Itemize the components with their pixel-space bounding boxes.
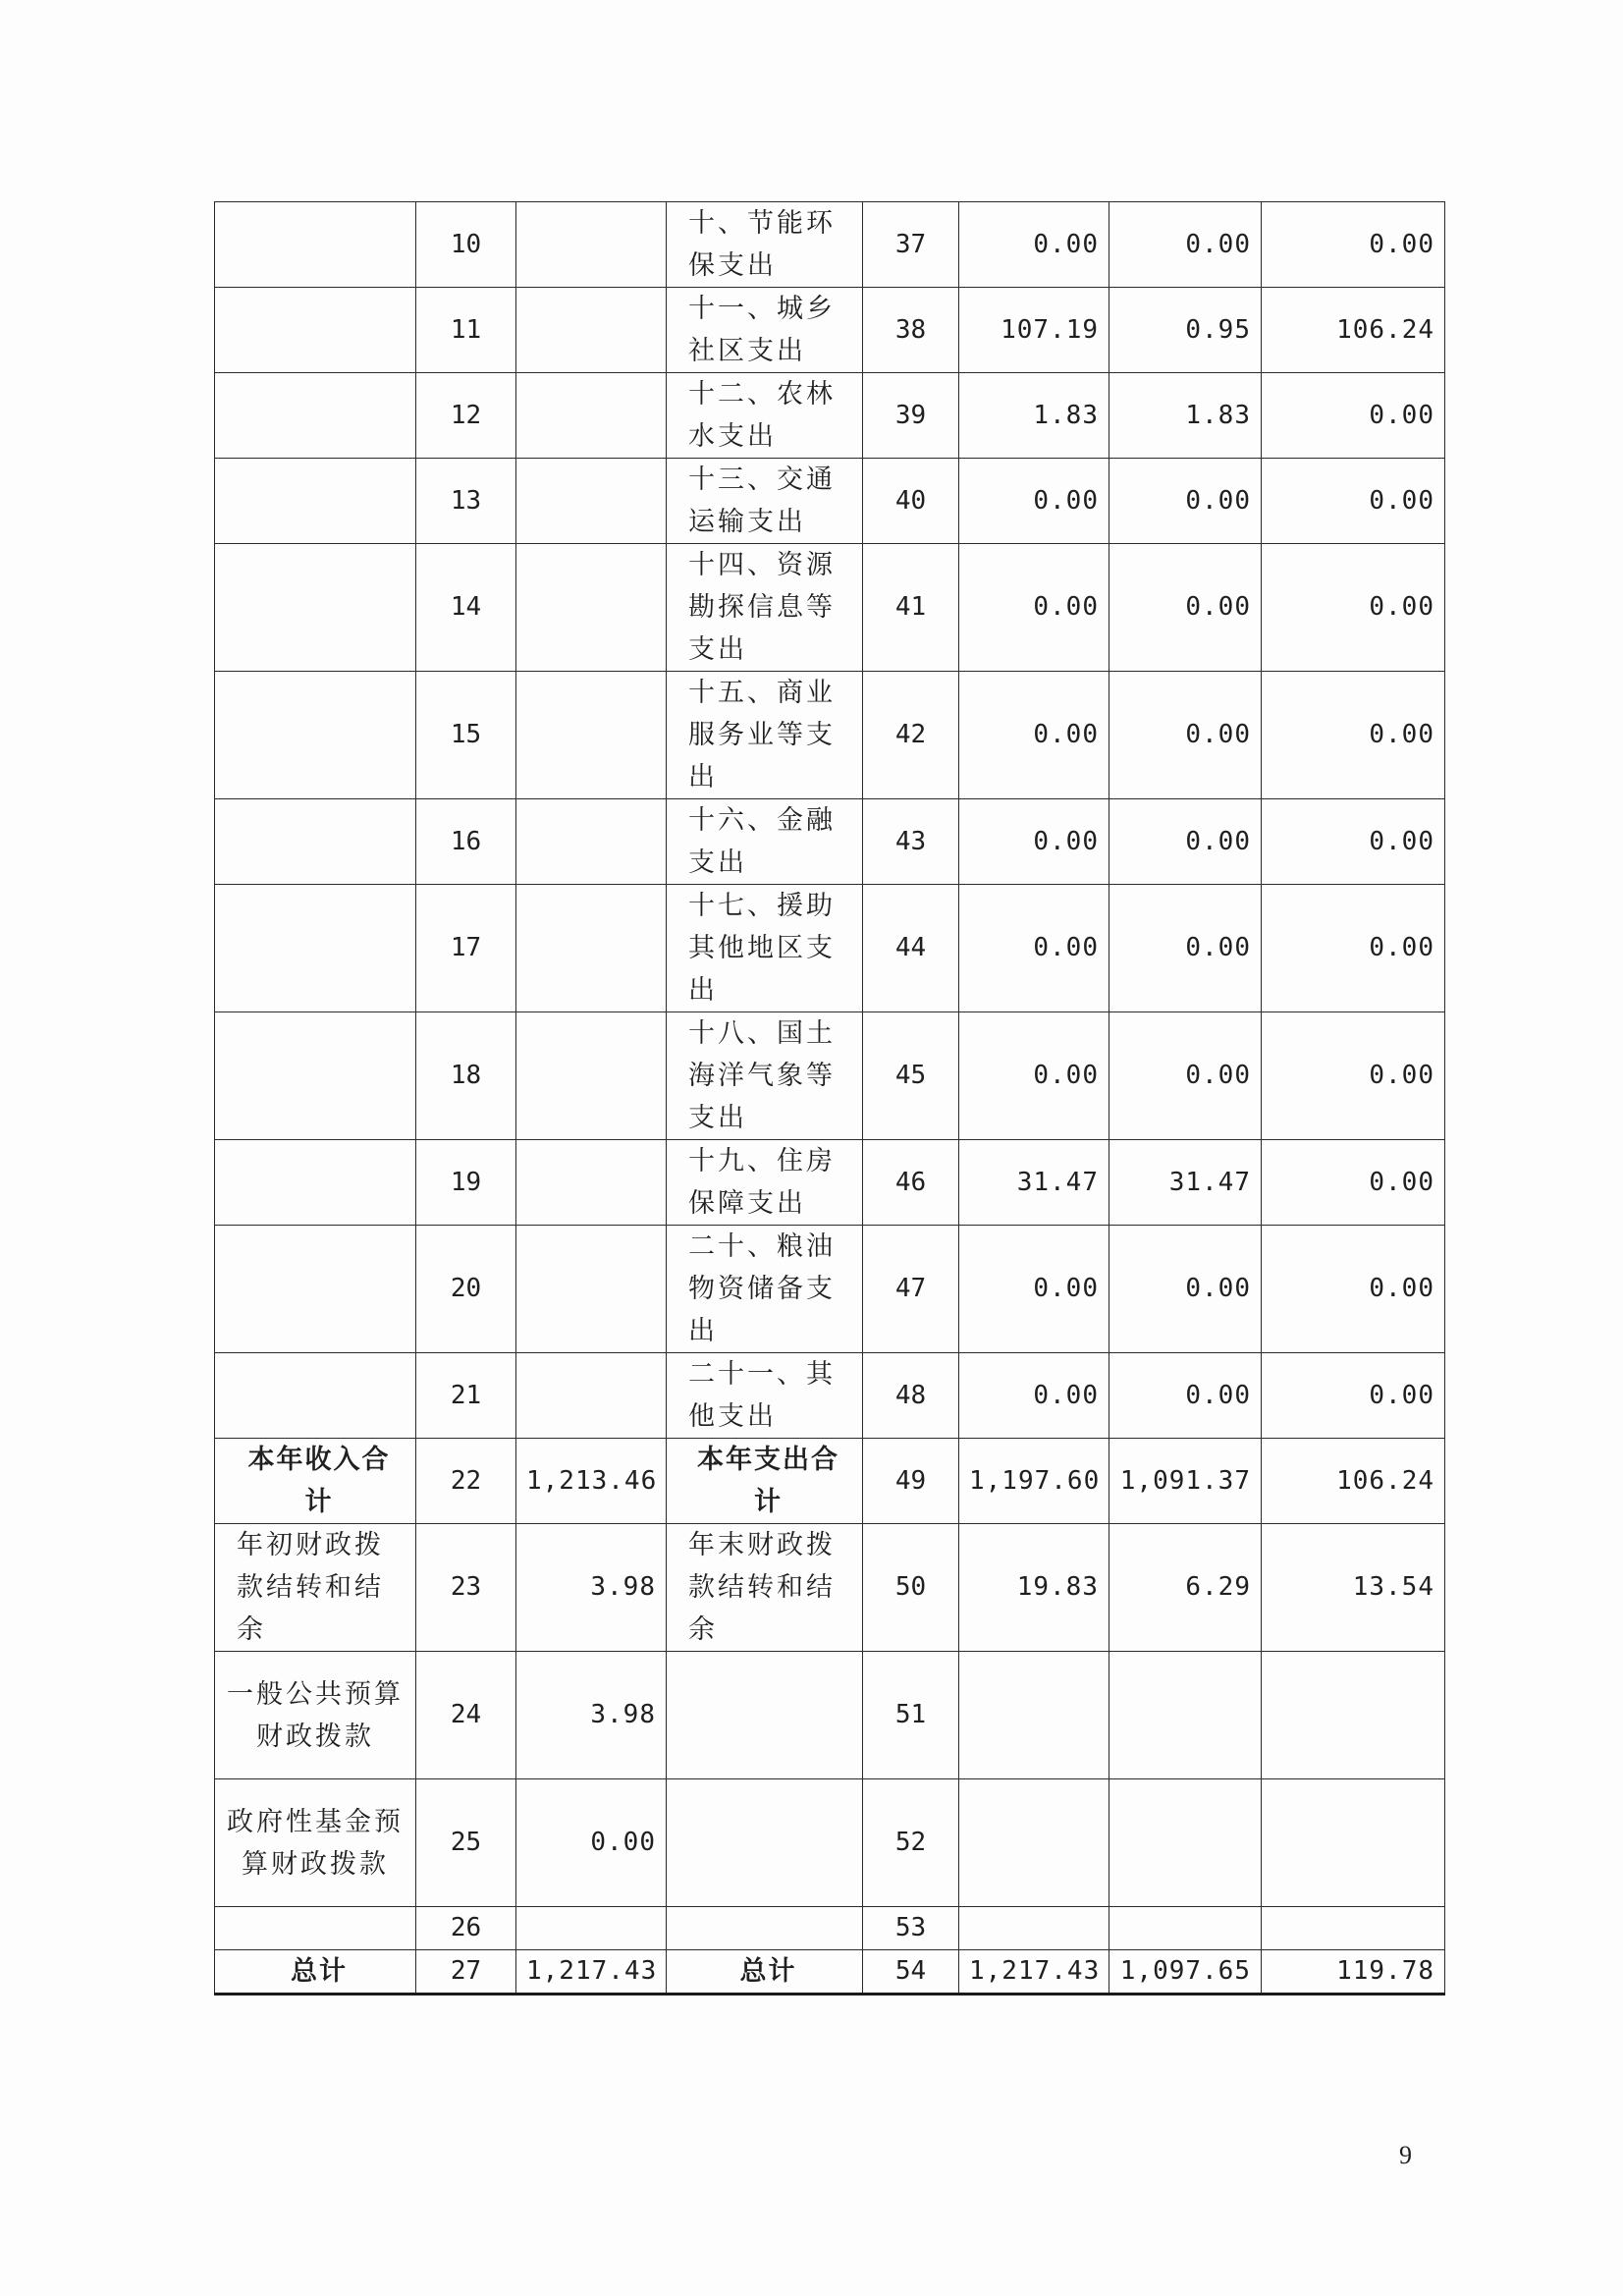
table-row xyxy=(215,1353,1445,1439)
expense-project-cell: 0.00 xyxy=(1262,202,1445,288)
income-item-cell: 本年收入合计 xyxy=(215,1439,416,1524)
income-item-cell: 总计 xyxy=(215,1950,416,1995)
expense-project-cell: 0.00 xyxy=(1262,799,1445,885)
expense-total-cell: 1,217.43 xyxy=(959,1950,1109,1995)
expense-line-cell: 54 xyxy=(863,1950,959,1995)
expense-line-cell: 49 xyxy=(863,1439,959,1524)
expense-basic-cell: 0.00 xyxy=(1109,1353,1262,1439)
table-row xyxy=(215,1779,1445,1907)
expense-line-cell: 45 xyxy=(863,1012,959,1140)
expense-line-cell: 51 xyxy=(863,1652,959,1779)
expense-total-cell: 0.00 xyxy=(959,799,1109,885)
table-row xyxy=(215,288,1445,373)
income-amount-cell xyxy=(516,1353,667,1439)
income-line-cell: 19 xyxy=(416,1140,516,1226)
income-amount-cell xyxy=(516,1907,667,1950)
expense-basic-cell: 0.00 xyxy=(1109,1012,1262,1140)
expense-project-cell: 0.00 xyxy=(1262,459,1445,544)
expense-line-cell: 39 xyxy=(863,373,959,459)
expense-project-cell: 0.00 xyxy=(1262,672,1445,799)
income-amount-cell: 1,213.46 xyxy=(516,1439,667,1524)
page-number: 9 xyxy=(1399,2141,1412,2169)
table-row xyxy=(215,672,1445,799)
expense-total-cell: 0.00 xyxy=(959,1012,1109,1140)
expense-basic-cell: 0.00 xyxy=(1109,202,1262,288)
table-row xyxy=(215,799,1445,885)
table-row xyxy=(215,544,1445,672)
expense-project-cell: 106.24 xyxy=(1262,288,1445,373)
income-item-cell xyxy=(215,288,416,373)
income-amount-cell: 0.00 xyxy=(516,1779,667,1907)
income-amount-cell xyxy=(516,1226,667,1353)
income-line-cell: 26 xyxy=(416,1907,516,1950)
income-line-cell: 27 xyxy=(416,1950,516,1995)
table-row xyxy=(215,1012,1445,1140)
table-row xyxy=(215,459,1445,544)
expense-basic-cell xyxy=(1109,1652,1262,1779)
income-item-cell: 一般公共预算财政拨款 xyxy=(215,1652,416,1779)
income-item-cell: 政府性基金预算财政拨款 xyxy=(215,1779,416,1907)
income-line-cell: 17 xyxy=(416,885,516,1012)
table-row xyxy=(215,1907,1445,1950)
income-item-cell xyxy=(215,672,416,799)
expense-basic-cell xyxy=(1109,1779,1262,1907)
income-amount-cell xyxy=(516,288,667,373)
budget-table-body xyxy=(215,202,1445,1995)
income-line-cell: 15 xyxy=(416,672,516,799)
income-item-cell xyxy=(215,1353,416,1439)
expense-line-cell: 47 xyxy=(863,1226,959,1353)
expense-item-cell: 十六、金融支出 xyxy=(667,799,863,885)
table-row xyxy=(215,202,1445,288)
table-row xyxy=(215,1140,1445,1226)
table-row xyxy=(215,1524,1445,1652)
expense-basic-cell: 0.00 xyxy=(1109,799,1262,885)
expense-project-cell: 13.54 xyxy=(1262,1524,1445,1652)
expense-project-cell: 106.24 xyxy=(1262,1439,1445,1524)
expense-line-cell: 37 xyxy=(863,202,959,288)
expense-line-cell: 50 xyxy=(863,1524,959,1652)
expense-item-cell: 十一、城乡社区支出 xyxy=(667,288,863,373)
income-amount-cell xyxy=(516,672,667,799)
expense-project-cell: 0.00 xyxy=(1262,1353,1445,1439)
expense-item-cell: 十五、商业服务业等支出 xyxy=(667,672,863,799)
income-line-cell: 21 xyxy=(416,1353,516,1439)
expense-total-cell xyxy=(959,1907,1109,1950)
expense-item-cell: 年末财政拨款结转和结余 xyxy=(667,1524,863,1652)
expense-item-cell: 十三、交通运输支出 xyxy=(667,459,863,544)
income-amount-cell xyxy=(516,799,667,885)
income-item-cell xyxy=(215,799,416,885)
expense-total-cell: 0.00 xyxy=(959,544,1109,672)
expense-item-cell xyxy=(667,1652,863,1779)
income-item-cell: 年初财政拨款结转和结余 xyxy=(215,1524,416,1652)
table-row xyxy=(215,1652,1445,1779)
expense-basic-cell: 31.47 xyxy=(1109,1140,1262,1226)
expense-total-cell: 0.00 xyxy=(959,672,1109,799)
table-row xyxy=(215,885,1445,1012)
income-line-cell: 12 xyxy=(416,373,516,459)
expense-item-cell: 十八、国土海洋气象等支出 xyxy=(667,1012,863,1140)
expense-basic-cell: 6.29 xyxy=(1109,1524,1262,1652)
expense-line-cell: 41 xyxy=(863,544,959,672)
income-item-cell xyxy=(215,373,416,459)
income-amount-cell xyxy=(516,1140,667,1226)
income-amount-cell xyxy=(516,885,667,1012)
expense-line-cell: 44 xyxy=(863,885,959,1012)
expense-total-cell: 1.83 xyxy=(959,373,1109,459)
income-item-cell xyxy=(215,202,416,288)
expense-total-cell: 1,197.60 xyxy=(959,1439,1109,1524)
expense-total-cell: 0.00 xyxy=(959,202,1109,288)
expense-total-cell: 0.00 xyxy=(959,1353,1109,1439)
income-item-cell xyxy=(215,1907,416,1950)
income-line-cell: 10 xyxy=(416,202,516,288)
income-amount-cell xyxy=(516,459,667,544)
income-amount-cell: 1,217.43 xyxy=(516,1950,667,1995)
expense-basic-cell: 1.83 xyxy=(1109,373,1262,459)
expense-item-cell: 十、节能环保支出 xyxy=(667,202,863,288)
income-item-cell xyxy=(215,1140,416,1226)
income-line-cell: 20 xyxy=(416,1226,516,1353)
expense-line-cell: 52 xyxy=(863,1779,959,1907)
expense-project-cell xyxy=(1262,1652,1445,1779)
table-row xyxy=(215,1439,1445,1524)
income-line-cell: 11 xyxy=(416,288,516,373)
expense-basic-cell: 1,091.37 xyxy=(1109,1439,1262,1524)
expense-total-cell: 31.47 xyxy=(959,1140,1109,1226)
expense-item-cell xyxy=(667,1907,863,1950)
expense-project-cell: 0.00 xyxy=(1262,373,1445,459)
table-row xyxy=(215,1226,1445,1353)
expense-project-cell xyxy=(1262,1907,1445,1950)
income-item-cell xyxy=(215,459,416,544)
expense-total-cell: 0.00 xyxy=(959,459,1109,544)
income-line-cell: 13 xyxy=(416,459,516,544)
expense-project-cell: 0.00 xyxy=(1262,1226,1445,1353)
grand-total-row xyxy=(215,1950,1445,1995)
income-line-cell: 25 xyxy=(416,1779,516,1907)
income-item-cell xyxy=(215,1226,416,1353)
income-item-cell xyxy=(215,544,416,672)
income-amount-cell xyxy=(516,202,667,288)
expense-total-cell xyxy=(959,1779,1109,1907)
expense-basic-cell: 1,097.65 xyxy=(1109,1950,1262,1995)
expense-line-cell: 48 xyxy=(863,1353,959,1439)
expense-item-cell xyxy=(667,1779,863,1907)
expense-basic-cell: 0.00 xyxy=(1109,672,1262,799)
income-amount-cell: 3.98 xyxy=(516,1524,667,1652)
expense-project-cell: 0.00 xyxy=(1262,1140,1445,1226)
expense-item-cell: 十七、援助其他地区支出 xyxy=(667,885,863,1012)
expense-line-cell: 43 xyxy=(863,799,959,885)
expense-line-cell: 38 xyxy=(863,288,959,373)
table-row xyxy=(215,373,1445,459)
income-amount-cell xyxy=(516,544,667,672)
expense-project-cell: 0.00 xyxy=(1262,1012,1445,1140)
expense-project-cell xyxy=(1262,1779,1445,1907)
expense-total-cell: 0.00 xyxy=(959,885,1109,1012)
income-line-cell: 18 xyxy=(416,1012,516,1140)
expense-line-cell: 46 xyxy=(863,1140,959,1226)
expense-total-cell: 19.83 xyxy=(959,1524,1109,1652)
expense-basic-cell: 0.00 xyxy=(1109,885,1262,1012)
income-amount-cell xyxy=(516,373,667,459)
expense-project-cell: 119.78 xyxy=(1262,1950,1445,1995)
expense-basic-cell: 0.00 xyxy=(1109,1226,1262,1353)
expense-item-cell: 十九、住房保障支出 xyxy=(667,1140,863,1226)
expense-basic-cell: 0.00 xyxy=(1109,544,1262,672)
expense-line-cell: 53 xyxy=(863,1907,959,1950)
expense-item-cell: 本年支出合计 xyxy=(667,1439,863,1524)
expense-item-cell: 十四、资源勘探信息等支出 xyxy=(667,544,863,672)
expense-basic-cell: 0.95 xyxy=(1109,288,1262,373)
expense-total-cell: 107.19 xyxy=(959,288,1109,373)
income-item-cell xyxy=(215,1012,416,1140)
income-line-cell: 22 xyxy=(416,1439,516,1524)
income-amount-cell: 3.98 xyxy=(516,1652,667,1779)
expense-basic-cell xyxy=(1109,1907,1262,1950)
income-line-cell: 16 xyxy=(416,799,516,885)
expense-basic-cell: 0.00 xyxy=(1109,459,1262,544)
income-line-cell: 24 xyxy=(416,1652,516,1779)
expense-total-cell: 0.00 xyxy=(959,1226,1109,1353)
expense-project-cell: 0.00 xyxy=(1262,885,1445,1012)
expense-item-cell: 总计 xyxy=(667,1950,863,1995)
expense-total-cell xyxy=(959,1652,1109,1779)
expense-project-cell: 0.00 xyxy=(1262,544,1445,672)
expense-line-cell: 42 xyxy=(863,672,959,799)
expense-line-cell: 40 xyxy=(863,459,959,544)
income-line-cell: 23 xyxy=(416,1524,516,1652)
income-line-cell: 14 xyxy=(416,544,516,672)
expense-item-cell: 二十、粮油物资储备支出 xyxy=(667,1226,863,1353)
expense-item-cell: 十二、农林水支出 xyxy=(667,373,863,459)
income-amount-cell xyxy=(516,1012,667,1140)
income-item-cell xyxy=(215,885,416,1012)
budget-table xyxy=(214,201,1445,1995)
expense-item-cell: 二十一、其他支出 xyxy=(667,1353,863,1439)
